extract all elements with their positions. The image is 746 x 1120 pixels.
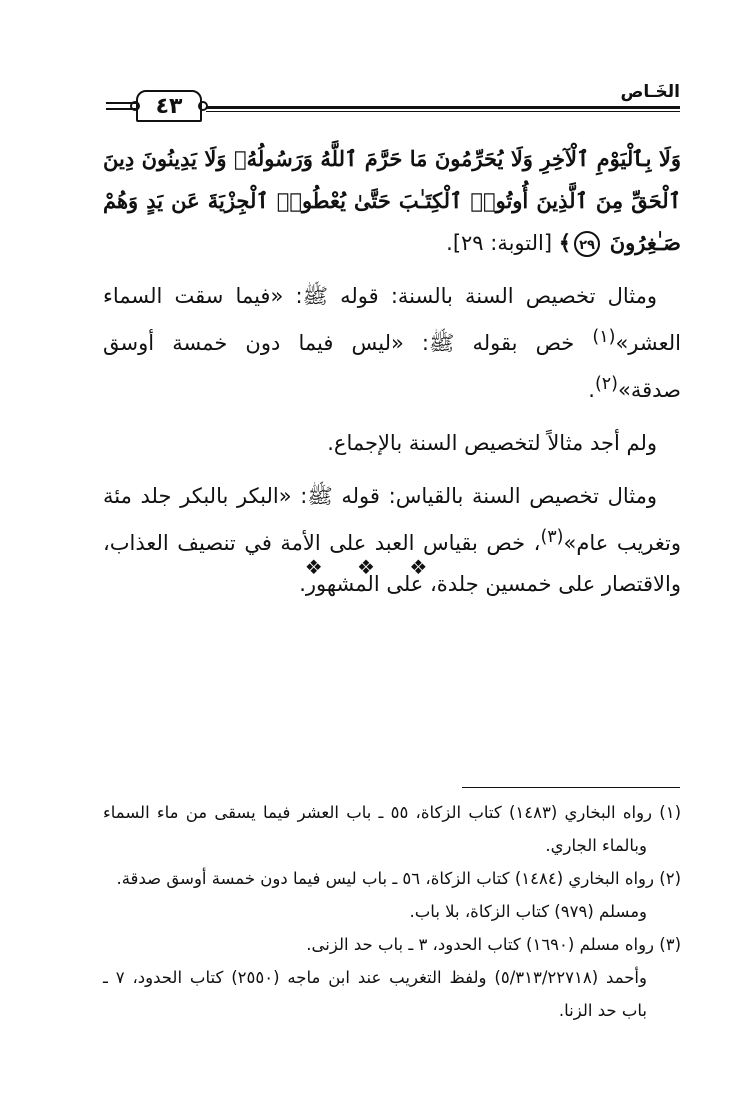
- ayah-number-marker: ٢٩: [574, 231, 600, 257]
- paragraph-text: ولم أجد مثالاً لتخصيص السنة بالإجماع.: [327, 431, 657, 455]
- footnote-ref-1[interactable]: (١): [592, 327, 616, 347]
- footnote-3: (٣) رواه مسلم (١٦٩٠) كتاب الحدود، ٣ ـ باب حد الزنى.: [306, 935, 681, 954]
- page-header: [106, 78, 680, 118]
- ornament-icon: [130, 101, 140, 111]
- ornament-icon: ❖: [409, 555, 442, 579]
- paragraph-sunnah-by-ijma: [103, 423, 681, 464]
- footnote-ref-3[interactable]: (٣): [540, 527, 564, 547]
- section-ornaments: [0, 555, 746, 579]
- footnote-2: (٢) رواه البخاري (١٤٨٤) كتاب الزكاة، ٥٦ ـ باب ليس فيما دون خمسة أوسق صدقة.: [116, 869, 681, 888]
- verse-close-bracket: ﴾: [558, 230, 572, 255]
- footnotes: [103, 796, 681, 1027]
- footnote-1: (١) رواه البخاري (١٤٨٣) كتاب الزكاة، ٥٥ ـ باب العشر فيما يسقى من ماء السماء وبالماء الجاري.: [103, 803, 681, 855]
- footnote-2-continuation: ومسلم (٩٧٩) كتاب الزكاة، بلا باب.: [409, 902, 647, 921]
- paragraph-text: .: [588, 378, 595, 402]
- paragraph-text: خص بقوله ﷺ: «ليس فيما دون خمسة أوسق صدقة»: [103, 331, 681, 402]
- footnote-3-continuation: وأحمد (٥/٣١٣/٢٢٧١٨) ولفظ التغريب عند ابن ماجه (٢٥٥٠) كتاب الحدود، ٧ ـ باب حد الزنا.: [103, 968, 647, 1020]
- page-number-badge: [136, 90, 202, 122]
- page-number: ٤٣: [155, 93, 183, 119]
- paragraph-text: ، خص بقياس العبد على الأمة في تنصيف العذاب، والاقتصار على خمسين جلدة، على المشهور.: [103, 531, 681, 596]
- paragraph-sunnah-by-sunnah: [103, 276, 681, 411]
- verse-reference: [التوبة: ٢٩].: [446, 231, 553, 255]
- main-text: [103, 138, 681, 617]
- header-rule: [206, 106, 680, 109]
- footnote-ref-2[interactable]: (٢): [594, 374, 618, 394]
- ornament-icon: ❖: [304, 555, 337, 579]
- footnote-separator: [462, 787, 680, 788]
- ornament-icon: ❖: [357, 555, 389, 579]
- header-rule: [206, 111, 680, 112]
- quran-verse: وَلَا بِٱلْيَوْمِ ٱلْآخِرِ وَلَا يُحَرِّمُونَ مَا حَرَّمَ ٱللَّهُ وَرَسُولُهُۥ وَلَا يَدِينُونَ دِينَ ٱلْحَقِّ مِنَ ٱلَّذِينَ أُوتُوا۟ ٱلْكِتَـٰبَ حَتَّىٰ يُعْطُوا۟ ٱلْجِزْيَةَ عَن يَدٍ وَهُمْ صَـٰغِرُونَ: [103, 146, 681, 255]
- paragraph-text: ومثال تخصيص السنة بالقياس: قوله ﷺ: «البكر بالبكر جلد مئة وتغريب عام»: [103, 484, 681, 555]
- paragraph-text: ومثال تخصيص السنة بالسنة: قوله ﷺ: «فيما سقت السماء العشر»: [103, 284, 681, 355]
- paragraph-sunnah-by-qiyas: [103, 476, 681, 605]
- running-title: الخَـاص: [620, 82, 680, 102]
- quran-verse-paragraph: [103, 138, 681, 264]
